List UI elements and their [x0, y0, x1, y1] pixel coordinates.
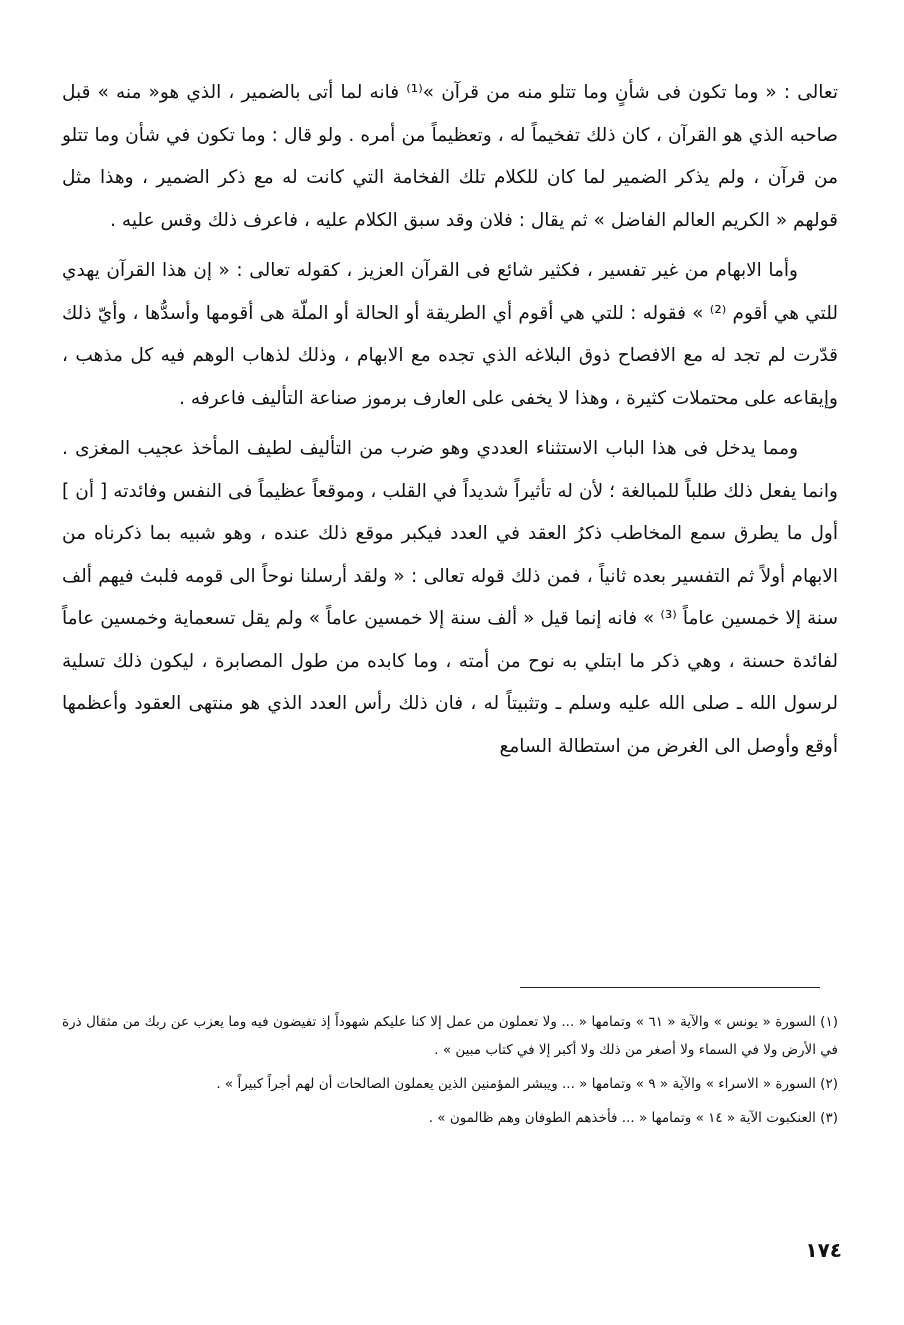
- main-text: [62, 72, 838, 768]
- paragraph: وأما الابهام من غير تفسير ، فكثير شائع فى القرآن العزيز ، كقوله تعالى : « إن هذا القرآن يهدي للتي هي أقوم ⁽²⁾ » فقوله : للتي هي أقوم أي الطريقة أو الحالة أو الملّة هى أقومها وأسدُّها ، وأيّ ذلك قدّرت لم تجد له مع الافصاح ذوق البلاغه الذي تجده مع الابهام ، وذلك لذهاب الوهم فيه كل مذهب ، وإيقاعه على محتملات كثيرة ، وهذا لا يخفى على العارف برموز صناعة التأليف فاعرفه .: [62, 260, 838, 409]
- paragraph: تعالى : « وما تكون فى شأنٍ وما تتلو منه من قرآن »⁽¹⁾ فانه لما أتى بالضمير ، الذي هو« منه » قبل صاحبه الذي هو القرآن ، كان ذلك تفخيماً له ، وتعظيماً من أمره . ولو قال : وما تكون في شأن وما تتلو من قرآن ، ولم يذكر الضمير لما كان للكلام تلك الفخامة التي كانت له مع ذكر الضمير ، وهذا مثل قولهم « الكريم العالم الفاضل » ثم يقال : فلان وقد سبق الكلام عليه ، فاعرف ذلك وقس عليه .: [62, 82, 839, 231]
- footnote: (٣) العنكبوت الآية « ١٤ » وتمامها « ... فأخذهم الطوفان وهم ظالمون » .: [428, 1110, 838, 1126]
- footnote: (١) السورة « يونس » والآية « ٦١ » وتمامها « ... ولا تعملون من عمل إلا كنا عليكم شهوداً إذ تفيضون فيه وما يعزب عن ربك من مثقال ذرة في الأرض ولا في السماء ولا أصغر من ذلك ولا أكبر إلا في كتاب مبين » .: [62, 1014, 839, 1058]
- footnotes: [62, 1008, 838, 1138]
- footnote-separator: [520, 987, 820, 988]
- paragraph: ومما يدخل فى هذا الباب الاستثناء العددي وهو ضرب من التأليف لطيف المأخذ عجيب المغزى . وانما يفعل ذلك طلباً للمبالغة ؛ لأن له تأثيراً شديداً في القلب ، وموقعاً عظيماً فى النفس وفائدته [ أن ] أول ما يطرق سمع المخاطب ذكرُ العقد في العدد فيكبر موقع ذلك عنده ، وهو شبيه بما ذكرناه من الابهام أولاً ثم التفسير بعده ثانياً ، فمن ذلك قوله تعالى : « ولقد أرسلنا نوحاً الى قومه فلبث فيهم ألف سنة إلا خمسين عاماً ⁽³⁾ » فانه إنما قيل « ألف سنة إلا خمسين عاماً » ولم يقل تسعماية وخمسين عاماً لفائدة حسنة ، وهي ذكر ما ابتلي به نوح من أمته ، وما كابده من طول المصابرة ، ليكون ذلك تسلية لرسول الله ـ صلى الله عليه وسلم ـ وتثبيتاً له ، فان ذلك رأس العدد الذي هو منتهى العقود وأعظمها أوقع وأوصل الى الغرض من استطالة السامع: [62, 438, 839, 757]
- page-number: ١٧٤: [805, 1238, 842, 1262]
- footnote: (٢) السورة « الاسراء » والآية « ٩ » وتمامها « ... ويبشر المؤمنين الذين يعملون الصالحات أن لهم أجراً كبيراً » .: [216, 1076, 838, 1092]
